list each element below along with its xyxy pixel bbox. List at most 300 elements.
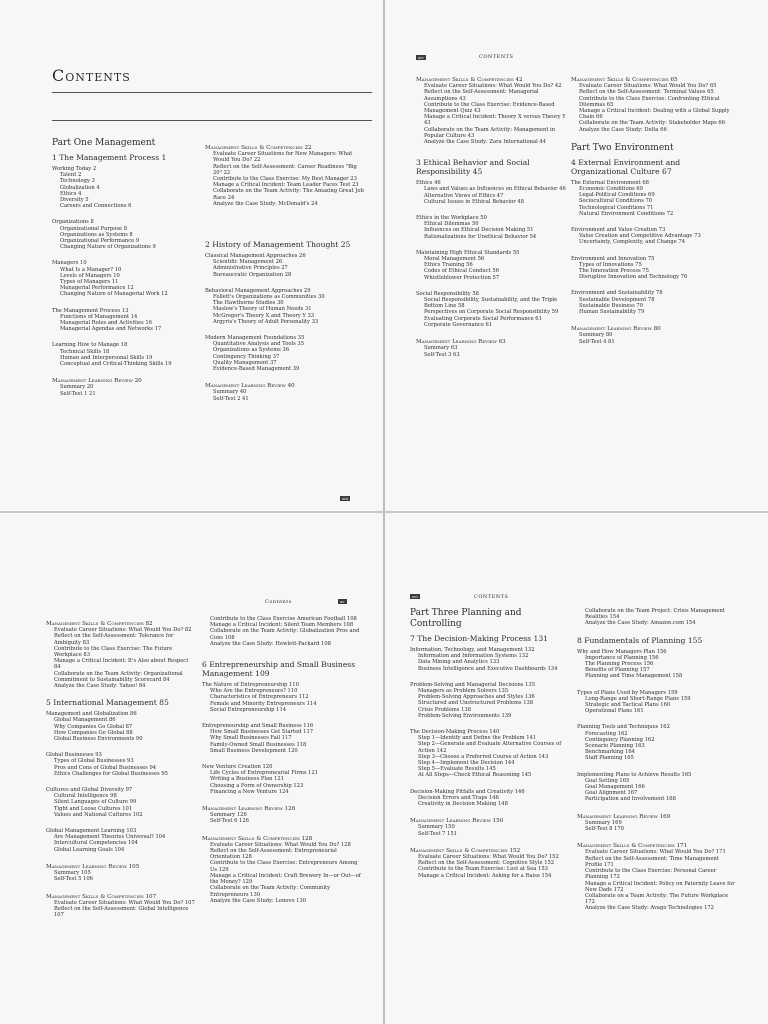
- subsection-entry: Cultural Issues in Ethical Behavior 48: [424, 198, 524, 205]
- section-entry: Organizations 8: [52, 219, 94, 226]
- subsection-entry: Sustainable Business 79: [579, 302, 643, 309]
- chapter-heading: 7 The Decision-Making Process 131: [410, 634, 548, 643]
- spacer: [205, 217, 365, 227]
- spacer: [571, 280, 731, 286]
- spacer: [410, 672, 570, 678]
- subsection-entry: Conceptual and Critical-Thinking Skills 19: [60, 361, 172, 368]
- subsection-entry: Technical Skills 18: [60, 348, 110, 355]
- subsection-entry: Cultural Intelligence 98: [54, 793, 117, 800]
- toc-column-1: [46, 616, 196, 918]
- spacer: [577, 832, 737, 838]
- section-entry: Modern Management Foundations 35: [205, 335, 305, 342]
- subsection-entry: Summary 105: [54, 870, 91, 877]
- feature-item: Reflect on the Self-Assessment: Terminal Values 65: [579, 89, 714, 96]
- subsection-entry: Uncertainty, Complexity, and Change 74: [579, 239, 686, 246]
- section-entry: Management and Globalization 86: [46, 711, 137, 718]
- page-number: xiii: [342, 496, 349, 501]
- subsection-entry: Values and National Cultures 102: [54, 811, 143, 818]
- subsection-entry: Laws and Values as Influences on Ethical Behavior 46: [424, 186, 566, 193]
- section-entry: Types of Plans Used by Managers 159: [577, 689, 678, 696]
- subsection-entry: Social Entrepreneurship 114: [210, 706, 287, 713]
- feature-item: Analyze the Case Study: Amazon.com 154: [585, 620, 696, 627]
- subsection-entry: Step 3—Choose a Preferred Course of Action 143: [418, 753, 549, 760]
- subsection-entry: Sociocultural Conditions 70: [579, 198, 653, 205]
- subsection-entry: How Small Businesses Get Started 117: [210, 729, 314, 736]
- spacer: [52, 209, 200, 215]
- subsection-entry: Technological Conditions 71: [579, 204, 654, 211]
- feature-heading: Management Skills & Competencies 128: [202, 835, 313, 842]
- subsection-entry: Ethics Training 56: [424, 262, 473, 269]
- subsection-entry: Writing a Business Plan 121: [210, 776, 285, 783]
- subsection-entry: Summary 169: [585, 819, 622, 826]
- feature-item: Collaborate on the Team Activity: Community Entrepreneurs 130: [210, 885, 331, 898]
- feature-item: Evaluate Career Situations: What Would You Do? 152: [418, 854, 559, 861]
- subsection-entry: Creativity in Decision Making 148: [418, 801, 508, 808]
- part-heading: Part One Management: [52, 138, 156, 148]
- feature-item: Contribute to the Class Exercise: My Best Manager 23: [213, 176, 357, 183]
- feature-item: Evaluate Career Situations for New Managers: What Would You Do? 22: [213, 151, 353, 164]
- subsection-entry: Summary 80: [579, 332, 613, 339]
- feature-item: Manage a Critical Incident: Asking for a Raise 154: [418, 872, 552, 879]
- subsection-entry: Decision Errors and Traps 146: [418, 794, 499, 801]
- feature-item: Manage a Critical Incident: It's Also about Respect 84: [54, 658, 189, 671]
- subsection-entry: Small Business Development 120: [210, 747, 298, 754]
- subsection-entry: Social Responsibility, Sustainability, and the Triple Bottom Line 58: [424, 297, 558, 310]
- subsection-entry: Diversity 5: [60, 197, 89, 204]
- subsection-entry: Silent Languages of Culture 99: [54, 799, 137, 806]
- subsection-entry: Value Creation and Competitive Advantage 73: [579, 233, 701, 240]
- spacer: [410, 779, 570, 785]
- part-heading: Part Three Planning and Controlling: [410, 608, 522, 629]
- subsection-entry: Scientific Management 26: [213, 259, 283, 266]
- subsection-entry: Participation and Involvement 168: [585, 796, 676, 803]
- subsection-entry: Changing Nature of Managerial Work 12: [60, 291, 168, 298]
- subsection-entry: Quantitative Analysis and Tools 35: [213, 341, 305, 348]
- subsection-entry: Step 2—Generate and Evaluate Alternative Courses of Action 142: [418, 741, 562, 754]
- feature-item: Evaluate Career Situations: What Would You Do? 42: [424, 83, 562, 90]
- section-entry: Entrepreneurship and Small Business 116: [202, 723, 314, 730]
- page-number: xiv: [418, 55, 424, 60]
- section-entry: Implementing Plans to Achieve Results 165: [577, 771, 692, 778]
- page-number: xvi: [412, 594, 418, 599]
- subsection-entry: Goal Management 166: [585, 784, 645, 791]
- subsection-entry: Summary 40: [213, 389, 247, 396]
- spacer: [571, 246, 731, 252]
- feature-item: Collaborate on the Team Activity: Management in Popular Culture 43: [424, 126, 556, 139]
- subsection-entry: Are Management Theories Universal? 104: [54, 834, 166, 841]
- subsection-entry: Long-Range and Short-Range Plans 159: [585, 695, 691, 702]
- spacer: [410, 837, 570, 843]
- section-entry: Working Today 2: [52, 166, 97, 172]
- subsection-entry: Global Business Environments 90: [54, 736, 143, 743]
- subsection-entry: Staff Planning 165: [585, 755, 634, 762]
- section-rule: [52, 120, 372, 121]
- section-entry: Ethics in the Workplace 50: [416, 215, 487, 222]
- feature-item: Evaluate Career Situations: What Would You Do? 171: [585, 849, 726, 856]
- spacer: [577, 680, 737, 686]
- section-entry: Global Management Learning 103: [46, 828, 137, 835]
- subsection-entry: Natural Environment Conditions 72: [579, 210, 674, 217]
- subsection-entry: Contingency Thinking 37: [213, 353, 280, 360]
- subsection-entry: Follett's Organizations as Communities 30: [213, 294, 325, 301]
- chapter-heading: 5 International Management 85: [46, 698, 169, 708]
- subsection-entry: Self-Test 6 126: [210, 818, 249, 825]
- subsection-entry: Self-Test 5 106: [54, 876, 93, 883]
- subsection-entry: The Innovation Process 75: [579, 268, 649, 275]
- section-entry: Cultures and Global Diversity 97: [46, 787, 133, 794]
- feature-item: Contribute to the Class Exercise: Entrepreneurs Among Us 129: [210, 860, 358, 873]
- page-divider: [0, 511, 768, 513]
- feature-heading: Management Learning Review 126: [202, 806, 296, 813]
- section-entry: Information, Technology, and Management 132: [410, 647, 535, 653]
- section-entry: Behavioral Management Approaches 29: [205, 287, 311, 294]
- section-entry: Social Responsibility 58: [416, 290, 479, 297]
- feature-item: Reflect on the Self-Assessment: Tolerance for Ambiguity 83: [54, 633, 174, 646]
- feature-heading: Management Learning Review 20: [52, 378, 142, 385]
- feature-item: Manage a Critical Incident: Theory X versus Theory Y 43: [424, 114, 566, 127]
- subsection-entry: Importance of Planning 156: [585, 654, 659, 661]
- subsection-entry: Operational Plans 161: [585, 708, 644, 715]
- section-entry: The External Environment 68: [571, 179, 649, 186]
- subsection-entry: Managerial Performance 12: [60, 285, 134, 292]
- spacer: [416, 205, 568, 211]
- feature-item: Reflect on the Self-Assessment: Cognitive Style 152: [418, 860, 555, 867]
- feature-item: Analyze the Case Study: Avago Technologies 172: [585, 905, 714, 912]
- feature-item: Contribute to the Class Exercise: The Future Workplace 83: [54, 645, 173, 659]
- subsection-entry: Summary 20: [60, 384, 94, 391]
- section-entry: Global Businesses 93: [46, 752, 102, 759]
- subsection-entry: Levels of Managers 10: [60, 272, 120, 279]
- feature-item: Manage a Critical Incident: Policy on Paternity Leave for New Dads 172: [585, 880, 735, 893]
- spacer: [52, 367, 200, 373]
- subsection-entry: Global Learning Goals 104: [54, 846, 125, 853]
- subsection-entry: Female and Minority Entrepreneurs 114: [210, 700, 317, 707]
- running-header: Contents: [265, 599, 292, 605]
- section-entry: Decision-Making Pitfalls and Creativity 146: [410, 788, 525, 795]
- feature-item: Evaluate Career Situations: What Would You Do? 107: [54, 899, 195, 906]
- subsection-entry: Administrative Principles 27: [213, 265, 288, 272]
- feature-heading: Management Skills & Competencies 65: [571, 77, 678, 83]
- feature-item: Reflect on the Self-Assessment: Time Management Profile 171: [585, 855, 719, 868]
- feature-item: Manage a Critical Incident: Craft Brewery In—or Out—of the Money? 129: [210, 872, 361, 886]
- spacer: [202, 713, 362, 719]
- subsection-entry: The Planning Process 156: [585, 661, 654, 668]
- subsection-entry: Sustainable Development 78: [579, 296, 655, 303]
- subsection-entry: Whistleblower Protection 57: [424, 274, 500, 281]
- subsection-entry: Talent 2: [60, 172, 82, 179]
- subsection-entry: Tight and Loose Cultures 101: [54, 805, 133, 812]
- subsection-entry: Evidence-Based Management 39: [213, 366, 300, 373]
- subsection-entry: Legal-Political Conditions 69: [579, 192, 655, 199]
- subsection-entry: Quality Management 37: [213, 359, 277, 366]
- subsection-entry: Problem-Solving Environments 139: [418, 712, 512, 719]
- subsection-entry: Codes of Ethical Conduct 56: [424, 268, 499, 275]
- subsection-entry: Crisis Problems 138: [418, 706, 472, 713]
- spacer: [46, 853, 196, 859]
- toc-column-1: [52, 138, 200, 397]
- subsection-entry: Self-Test 8 170: [585, 826, 624, 833]
- feature-item: Contribute to the Team Exercise: Lost at Sea 153: [418, 866, 548, 873]
- section-entry: Environment and Value Creation 73: [571, 227, 666, 234]
- subsection-entry: Self-Test 1 21: [60, 390, 96, 397]
- chapter-heading: 8 Fundamentals of Planning 155: [577, 635, 703, 645]
- subsection-entry: Organizations as Systems 36: [213, 347, 290, 354]
- running-header: CONTENTS: [474, 594, 509, 600]
- subsection-entry: Benefits of Planning 157: [585, 667, 650, 674]
- subsection-entry: Goal Setting 165: [585, 777, 630, 784]
- feature-item: Analyze the Case Study: McDonald's 24: [213, 200, 318, 207]
- subsection-entry: Technology 3: [60, 178, 95, 185]
- feature-heading: Management Skills & Competencies 107: [46, 893, 157, 900]
- feature-item: Contribute to the Class Exercise: Confronting Ethical Dilemmas 65: [579, 95, 720, 108]
- section-entry: Why and How Managers Plan 156: [577, 648, 667, 655]
- toc-column-2: [571, 72, 731, 345]
- subsection-entry: Business Intelligence and Executive Dashboards 134: [418, 665, 558, 672]
- spacer: [571, 315, 731, 321]
- subsection-entry: Evaluating Corporate Social Performance 61: [424, 315, 542, 322]
- subsection-entry: Rationalizations for Unethical Behavior 54: [424, 233, 537, 240]
- subsection-entry: Pros and Cons of Global Businesses 94: [54, 764, 157, 771]
- section-entry: Environment and Sustainability 78: [571, 290, 663, 297]
- spacer: [202, 754, 362, 760]
- section-entry: Ethics 46: [416, 180, 441, 187]
- section-entry: The Management Process 13: [52, 307, 129, 314]
- feature-item: Reflect on the Self-Assessment: Career Readiness "Big 20" 22: [213, 163, 357, 176]
- subsection-entry: How Companies Go Global 88: [54, 729, 133, 736]
- feature-item: Analyze the Case Study: Yahoo! 84: [54, 683, 146, 690]
- page-number: xv: [340, 599, 345, 604]
- feature-heading: Management Learning Review 150: [410, 818, 504, 825]
- subsection-entry: Argyris's Theory of Adult Personality 33: [213, 318, 319, 325]
- section-entry: Environment and Innovation 75: [571, 255, 655, 262]
- running-header: CONTENTS: [479, 54, 514, 60]
- spacer: [416, 328, 568, 334]
- section-entry: Learning How to Manage 18: [52, 342, 128, 349]
- subsection-entry: Moral Management 56: [424, 256, 485, 263]
- feature-item: Contribute to the Class Exercise American Football 108: [210, 616, 357, 622]
- subsection-entry: What Is a Manager? 10: [60, 266, 122, 273]
- spacer: [410, 719, 570, 725]
- subsection-entry: Perspectives on Corporate Social Responsibility 59: [424, 309, 559, 316]
- subsection-entry: Benchmarking 164: [585, 749, 635, 756]
- title-rule: [52, 92, 372, 93]
- feature-heading: Management Learning Review 105: [46, 863, 140, 870]
- spacer: [46, 818, 196, 824]
- spacer: [416, 281, 568, 287]
- subsection-entry: Financing a New Venture 124: [210, 788, 289, 795]
- feature-item: Collaborate on a Team Activity: The Future Workplace 172: [585, 892, 729, 906]
- subsection-entry: Types of Managers 11: [60, 279, 119, 286]
- section-entry: New Venture Creation 120: [202, 764, 273, 771]
- subsection-entry: Human and Interpersonal Skills 19: [60, 354, 153, 361]
- feature-item: Evaluate Career Situations: What Would You Do? 82: [54, 627, 192, 634]
- subsection-entry: Scenario Planning 163: [585, 743, 645, 750]
- spacer: [46, 742, 196, 748]
- spacer: [52, 332, 200, 338]
- toc-column-1: [410, 608, 570, 879]
- section-entry: Classical Management Approaches 26: [205, 253, 306, 260]
- feature-item: Contribute to the Class Exercise: Personal Career Planning 172: [585, 868, 717, 881]
- subsection-entry: Ethical Dilemmas 50: [424, 221, 479, 228]
- subsection-entry: Changing Nature of Organizations 9: [60, 244, 156, 251]
- subsection-entry: Globalization 4: [60, 184, 100, 191]
- feature-item: Manage a Critical Incident: Dealing with a Global Supply Chain 66: [579, 108, 730, 121]
- spacer: [205, 278, 365, 284]
- feature-item: Reflect on the Self-Assessment: Managerial Assumptions 43: [424, 89, 539, 102]
- chapter-heading: 4 External Environment and Organizational Culture 67: [571, 157, 681, 176]
- section-entry: Planning Tools and Techniques 162: [577, 724, 670, 731]
- spacer: [577, 627, 737, 633]
- subsection-entry: Data Mining and Analytics 133: [418, 659, 500, 666]
- spacer: [577, 762, 737, 768]
- subsection-entry: Managerial Agendas and Networks 17: [60, 326, 162, 333]
- subsection-entry: Bureaucratic Organization 28: [213, 271, 292, 278]
- subsection-entry: Ethics Challenges for Global Businesses 95: [54, 770, 168, 777]
- spacer: [202, 647, 362, 657]
- subsection-entry: Step 4—Implement the Decision 144: [418, 760, 515, 767]
- spacer: [52, 250, 200, 256]
- feature-item: Manage a Critical Incident: Silent Team Members 108: [210, 622, 354, 629]
- chapter-heading: 3 Ethical Behavior and Social Responsibility 45: [416, 158, 530, 177]
- feature-item: Evaluate Career Situations: What Would You Do? 128: [210, 841, 351, 848]
- spacer: [205, 372, 365, 378]
- subsection-entry: Self-Test 3 63: [424, 351, 460, 358]
- toc-column-2: [577, 608, 737, 912]
- feature-heading: Management Learning Review 40: [205, 383, 295, 390]
- feature-item: Collaborate on the Team Project: Crisis Management Realities 154: [585, 608, 725, 621]
- subsection-entry: Step 5—Evaluate Results 145: [418, 766, 496, 773]
- subsection-entry: Influences on Ethical Decision Making 51: [424, 227, 534, 234]
- subsection-entry: Step 1—Identify and Define the Problem 141: [418, 735, 537, 742]
- subsection-entry: Functions of Management 14: [60, 313, 138, 320]
- subsection-entry: Alternative Views of Ethics 47: [424, 192, 504, 199]
- toc-column-2: [205, 140, 365, 402]
- chapter-heading: 1 The Management Process 1: [52, 153, 167, 162]
- spacer: [571, 217, 731, 223]
- feature-item: Collaborate on the Team Activity: Organizational Commitment to Sustainability Scorecard 84: [54, 670, 183, 683]
- subsection-entry: Summary 126: [210, 812, 247, 819]
- feature-heading: Management Skills & Competencies 152: [410, 847, 521, 854]
- subsection-entry: Organizational Purpose 8: [60, 225, 128, 232]
- subsection-entry: Disruptive Innovation and Technology 76: [579, 274, 688, 281]
- feature-heading: Management Skills & Competencies 22: [205, 145, 312, 151]
- subsection-entry: At All Steps—Check Ethical Reasoning 145: [418, 772, 532, 779]
- subsection-entry: Structured and Unstructured Problems 138: [418, 700, 534, 707]
- feature-item: Collaborate on the Team Activity: The Amazing Great Job Race 24: [213, 188, 364, 201]
- subsection-entry: Problem-Solving Approaches and Styles 136: [418, 694, 535, 701]
- subsection-entry: Managerial Roles and Activities 16: [60, 320, 152, 327]
- subsection-entry: Contingency Planning 162: [585, 736, 655, 743]
- feature-heading: Management Skills & Competencies 171: [577, 843, 688, 850]
- subsection-entry: Self-Test 7 151: [418, 830, 457, 837]
- feature-item: Contribute to the Class Exercise: Evidence-Based Management Quiz 43: [424, 101, 555, 115]
- spacer: [577, 803, 737, 809]
- subsection-entry: Who Are the Entrepreneurs? 110: [210, 688, 298, 695]
- subsection-entry: Types of Innovations 75: [579, 261, 642, 268]
- feature-item: Analyze the Case Study: Zara International 44: [424, 139, 547, 146]
- subsection-entry: The Hawthorne Studies 30: [213, 300, 284, 307]
- feature-heading: Management Skills & Competencies 82: [46, 621, 153, 627]
- contents-title: Contents: [52, 66, 131, 85]
- toc-page-bottom-left: [0, 512, 384, 1024]
- spacer: [202, 795, 362, 801]
- subsection-entry: Self-Test 2 41: [213, 395, 249, 402]
- feature-item: Evaluate Career Situations: What Would You Do? 65: [579, 83, 717, 90]
- section-entry: Maintaining High Ethical Standards 55: [416, 249, 520, 256]
- feature-item: Collaborate on the Team Activity: Globalization Pros and Cons 108: [210, 628, 360, 641]
- spacer: [416, 240, 568, 246]
- spacer: [571, 133, 731, 143]
- spacer: [46, 777, 196, 783]
- spacer: [46, 689, 196, 695]
- feature-heading: Management Learning Review 63: [416, 339, 506, 346]
- toc-page-top-right: [384, 0, 768, 512]
- subsection-entry: Corporate Governance 61: [424, 321, 493, 328]
- feature-item: Reflect on the Self-Assessment: Entrepreneurial Orientation 128: [210, 848, 337, 861]
- feature-item: Analyze the Case Study: Delta 66: [579, 126, 667, 133]
- subsection-entry: Why Companies Go Global 87: [54, 723, 133, 730]
- spacer: [577, 714, 737, 720]
- spacer: [52, 298, 200, 304]
- section-entry: Managers 10: [52, 260, 87, 267]
- feature-heading: Management Learning Review 169: [577, 813, 671, 820]
- spacer: [410, 807, 570, 813]
- feature-heading: Management Learning Review 80: [571, 326, 661, 333]
- subsection-entry: Goal Alignment 167: [585, 790, 638, 797]
- toc-column-1: [416, 72, 568, 358]
- subsection-entry: Organizations as Systems 8: [60, 231, 133, 238]
- subsection-entry: Careers and Connections 6: [60, 203, 132, 210]
- subsection-entry: Characteristics of Entrepreneurs 112: [210, 694, 309, 701]
- feature-item: Manage a Critical Incident: Team Leader Faces Test 23: [213, 182, 359, 189]
- spacer: [416, 145, 568, 155]
- subsection-entry: Choosing a Form of Ownership 123: [210, 782, 304, 789]
- subsection-entry: Why Small Businesses Fail 117: [210, 735, 292, 742]
- feature-item: Reflect on the Self-Assessment: Global Intelligence 107: [54, 905, 189, 919]
- section-entry: The Nature of Entrepreneurship 110: [202, 682, 299, 689]
- subsection-entry: Self-Test 4 81: [579, 338, 615, 345]
- subsection-entry: Summary 150: [418, 824, 455, 831]
- toc-column-2: [202, 616, 362, 904]
- subsection-entry: Summary 63: [424, 345, 458, 352]
- section-entry: Problem-Solving and Managerial Decisions 135: [410, 681, 536, 688]
- subsection-entry: McGregor's Theory X and Theory Y 33: [213, 312, 315, 319]
- subsection-entry: Managers as Problem Solvers 135: [418, 688, 509, 695]
- feature-item: Collaborate on the Team Activity: Stakeholder Maps 66: [579, 120, 725, 127]
- subsection-entry: Maslow's Theory of Human Needs 31: [213, 306, 312, 313]
- subsection-entry: Ethics 4: [60, 190, 82, 197]
- subsection-entry: Economic Conditions 69: [579, 186, 643, 193]
- subsection-entry: Types of Global Businesses 93: [54, 758, 134, 765]
- spacer: [46, 883, 196, 889]
- subsection-entry: Forecasting 162: [585, 730, 628, 737]
- spacer: [205, 325, 365, 331]
- subsection-entry: Strategic and Tactical Plans 160: [585, 702, 671, 709]
- toc-page-bottom-right: [384, 512, 768, 1024]
- subsection-entry: Family-Owned Small Businesses 118: [210, 741, 307, 748]
- subsection-entry: Organizational Performance 9: [60, 238, 140, 245]
- feature-heading: Management Skills & Competencies 42: [416, 77, 523, 83]
- subsection-entry: Intercultural Competencies 104: [54, 840, 138, 847]
- feature-item: Analyze the Case Study: Lenovo 130: [210, 897, 307, 904]
- subsection-entry: Global Management 86: [54, 717, 116, 724]
- subsection-entry: Information and Information Systems 132: [418, 653, 529, 660]
- section-entry: The Decision-Making Process 140: [410, 729, 500, 736]
- subsection-entry: Human Sustainability 79: [579, 309, 645, 316]
- chapter-heading: 6 Entrepreneurship and Small Business Management 109: [202, 660, 356, 679]
- feature-item: Analyze the Case Study: Hewlett-Packard 108: [210, 640, 331, 647]
- spacer: [205, 227, 365, 237]
